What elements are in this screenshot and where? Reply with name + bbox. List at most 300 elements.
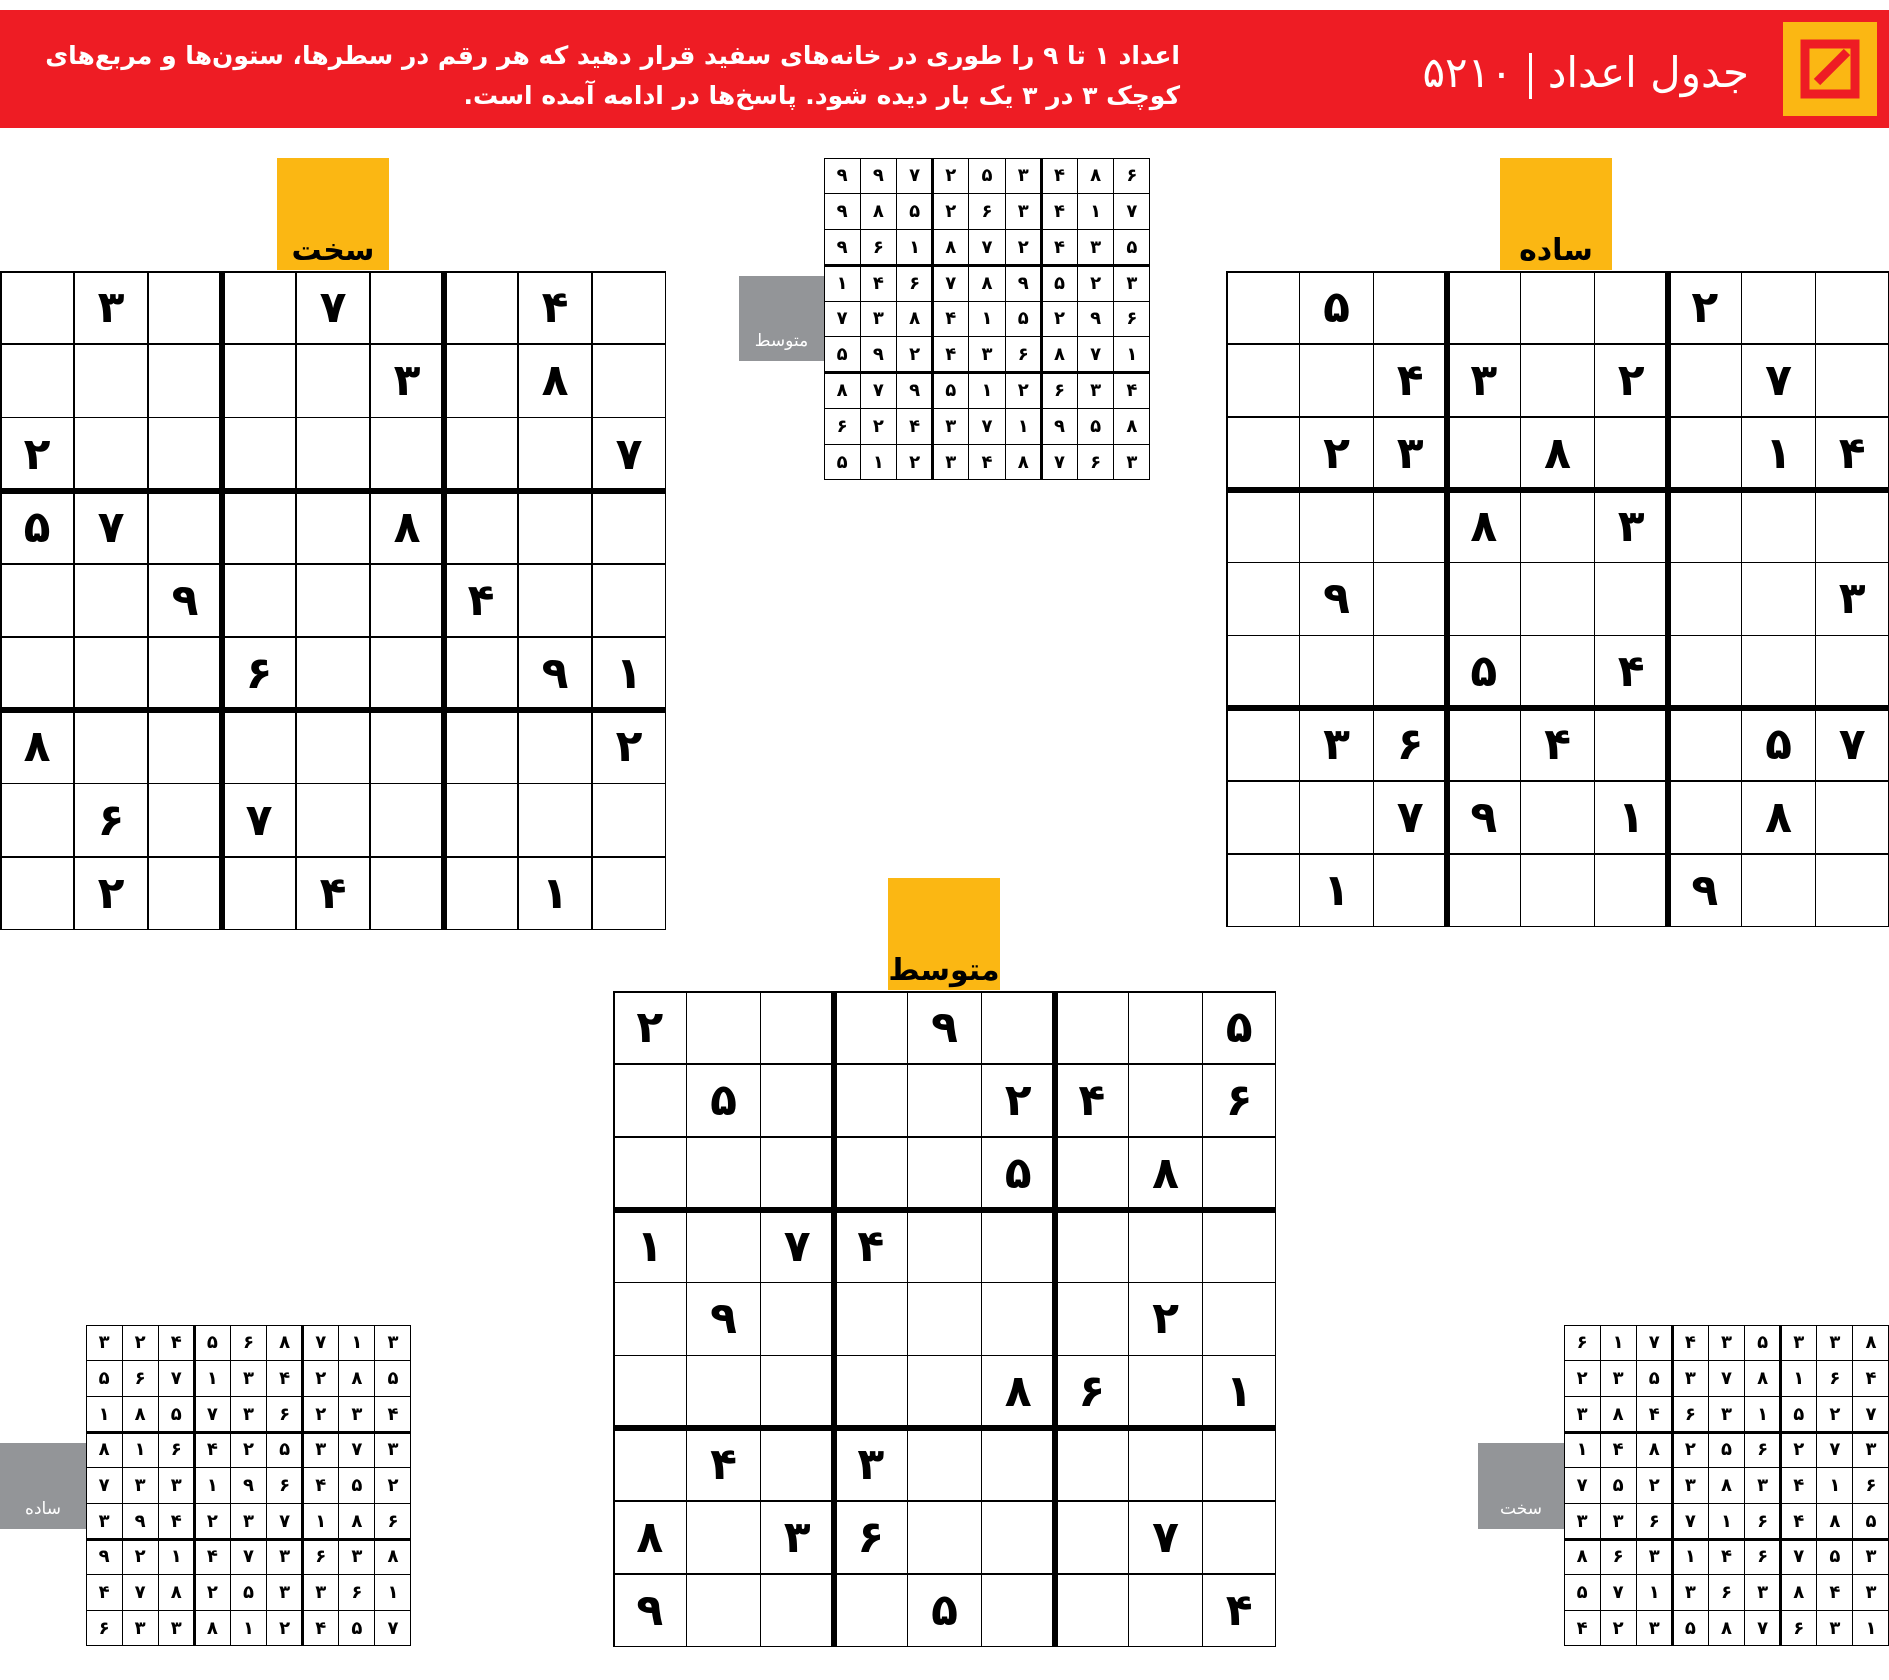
- grid-line-vertical: [931, 158, 934, 480]
- grid-line-horizontal: [613, 1282, 1276, 1284]
- puzzle-cell[interactable]: [444, 857, 518, 930]
- puzzle-cell[interactable]: ۷: [1838, 719, 1866, 771]
- puzzle-cell[interactable]: [1373, 490, 1447, 563]
- puzzle-cell[interactable]: [1447, 854, 1521, 927]
- puzzle-cell[interactable]: [74, 417, 148, 490]
- puzzle-cell[interactable]: [1742, 854, 1816, 927]
- solution-cell: ۲: [1793, 1439, 1805, 1461]
- puzzle-cell[interactable]: ۴: [1225, 1585, 1253, 1637]
- puzzle-cell[interactable]: [1055, 1501, 1129, 1574]
- puzzle-cell[interactable]: [908, 1355, 982, 1428]
- puzzle-cell[interactable]: ۹: [1323, 573, 1350, 625]
- puzzle-cell[interactable]: [1668, 635, 1742, 708]
- solution-cell: ۳: [1865, 1581, 1877, 1603]
- puzzle-cell[interactable]: ۲: [1004, 1074, 1032, 1126]
- puzzle-cell[interactable]: [1226, 271, 1300, 344]
- puzzle-cell[interactable]: [148, 344, 222, 417]
- grid-line-vertical: [0, 271, 2, 930]
- puzzle-cell[interactable]: [1668, 563, 1742, 636]
- puzzle-cell[interactable]: ۴: [1396, 354, 1424, 406]
- puzzle-cell[interactable]: [1300, 490, 1374, 563]
- puzzle-cell[interactable]: [148, 637, 222, 710]
- puzzle-cell[interactable]: [981, 1574, 1055, 1647]
- puzzle-cell[interactable]: [1521, 344, 1595, 417]
- puzzle-cell[interactable]: [1226, 563, 1300, 636]
- puzzle-cell[interactable]: [1521, 490, 1595, 563]
- grid-line-horizontal: [1564, 1503, 1889, 1504]
- puzzle-cell[interactable]: [296, 491, 370, 564]
- puzzle-cell[interactable]: [1226, 854, 1300, 927]
- puzzle-cell[interactable]: ۲: [97, 867, 125, 919]
- puzzle-cell[interactable]: [1594, 563, 1668, 636]
- puzzle-cell[interactable]: ۷: [97, 501, 125, 553]
- puzzle-cell[interactable]: ۷: [245, 794, 273, 846]
- solution-cell: ۳: [1793, 1332, 1805, 1354]
- puzzle-cell[interactable]: [518, 784, 592, 857]
- puzzle-cell[interactable]: [1447, 417, 1521, 490]
- solution-cell: ۳: [1017, 201, 1029, 223]
- puzzle-cell[interactable]: [1202, 1283, 1276, 1356]
- solution-cell: ۶: [243, 1332, 254, 1354]
- puzzle-cell[interactable]: [370, 271, 444, 344]
- solution-cell: ۶: [1757, 1546, 1769, 1568]
- solution-cell: ۳: [1865, 1546, 1877, 1568]
- solution-cell: ۵: [1017, 308, 1029, 330]
- solution-cell: ۳: [1757, 1581, 1769, 1603]
- puzzle-cell[interactable]: ۹: [1691, 865, 1719, 917]
- puzzle-cell[interactable]: [1055, 991, 1129, 1064]
- puzzle-cell[interactable]: ۸: [1765, 792, 1792, 844]
- solution-cell: ۵: [279, 1439, 291, 1461]
- puzzle-cell[interactable]: [74, 710, 148, 783]
- puzzle-cell[interactable]: [908, 1428, 982, 1501]
- solution-cell: ۳: [1612, 1510, 1624, 1532]
- solution-cell: ۲: [315, 1367, 327, 1389]
- puzzle-cell[interactable]: ۷: [615, 428, 643, 480]
- puzzle-cell[interactable]: [1668, 344, 1742, 417]
- solution-cell: ۹: [134, 1510, 146, 1532]
- grid-line-vertical: [295, 271, 297, 930]
- puzzle-cell[interactable]: ۶: [245, 648, 273, 700]
- solution-cell: ۵: [1126, 236, 1138, 258]
- puzzle-cell[interactable]: ۳: [1470, 354, 1498, 406]
- puzzle-cell[interactable]: [1226, 417, 1300, 490]
- puzzle-cell[interactable]: [1055, 1137, 1129, 1210]
- puzzle-cell[interactable]: ۵: [1225, 1001, 1253, 1053]
- solution-cell: ۷: [315, 1332, 327, 1354]
- puzzle-cell[interactable]: [981, 991, 1055, 1064]
- puzzle-cell[interactable]: ۵: [1004, 1147, 1032, 1199]
- puzzle-cell[interactable]: [1055, 1428, 1129, 1501]
- puzzle-cell[interactable]: ۱: [636, 1220, 664, 1272]
- puzzle-cell[interactable]: [981, 1283, 1055, 1356]
- solution-cell: ۵: [1053, 272, 1065, 294]
- puzzle-cell[interactable]: ۸: [1470, 500, 1498, 552]
- puzzle-cell[interactable]: [592, 857, 666, 930]
- puzzle-cell[interactable]: [1226, 708, 1300, 781]
- puzzle-cell[interactable]: ۱: [1323, 865, 1350, 917]
- puzzle-cell[interactable]: [1815, 490, 1889, 563]
- solution-cell: ۲: [206, 1581, 218, 1603]
- puzzle-cell[interactable]: ۱: [1765, 427, 1792, 479]
- solution-cell: ۴: [170, 1332, 182, 1354]
- grid-line-horizontal: [0, 488, 666, 494]
- solution-cell: ۳: [945, 415, 957, 437]
- puzzle-cell[interactable]: [908, 1064, 982, 1137]
- solution-cell: ۳: [1721, 1332, 1732, 1354]
- puzzle-cell[interactable]: ۲: [636, 1001, 664, 1053]
- puzzle-cell[interactable]: [760, 1355, 834, 1428]
- puzzle-cell[interactable]: [1300, 344, 1374, 417]
- puzzle-cell[interactable]: [1129, 991, 1203, 1064]
- puzzle-cell[interactable]: [687, 1137, 761, 1210]
- solution-cell: ۱: [1757, 1403, 1769, 1425]
- grid-line-vertical: [1594, 271, 1596, 927]
- puzzle-cell[interactable]: [1129, 1210, 1203, 1283]
- puzzle-cell[interactable]: [687, 1501, 761, 1574]
- puzzle-cell[interactable]: [296, 710, 370, 783]
- puzzle-cell[interactable]: [1742, 635, 1816, 708]
- puzzle-cell[interactable]: ۴: [541, 282, 569, 334]
- puzzle-cell[interactable]: [1521, 271, 1595, 344]
- puzzle-cell[interactable]: [1447, 708, 1521, 781]
- puzzle-cell[interactable]: [518, 491, 592, 564]
- puzzle-cell[interactable]: [148, 491, 222, 564]
- puzzle-cell[interactable]: ۹: [1470, 792, 1498, 844]
- puzzle-cell[interactable]: ۵: [1470, 646, 1498, 698]
- puzzle-cell[interactable]: [1742, 490, 1816, 563]
- solution-cell: ۱: [1090, 201, 1102, 223]
- puzzle-cell[interactable]: [1202, 1428, 1276, 1501]
- puzzle-cell[interactable]: ۴: [1544, 719, 1571, 771]
- puzzle-cell[interactable]: [908, 1501, 982, 1574]
- puzzle-cell[interactable]: [687, 1574, 761, 1647]
- puzzle-cell[interactable]: [1594, 854, 1668, 927]
- puzzle-cell[interactable]: [1742, 563, 1816, 636]
- puzzle-cell[interactable]: [370, 857, 444, 930]
- puzzle-cell[interactable]: ۵: [931, 1585, 958, 1637]
- puzzle-cell[interactable]: ۷: [1765, 354, 1792, 406]
- puzzle-cell[interactable]: [908, 1283, 982, 1356]
- puzzle-cell[interactable]: ۵: [710, 1074, 737, 1126]
- puzzle-cell[interactable]: [760, 1064, 834, 1137]
- solution-cell: ۹: [1017, 272, 1029, 294]
- puzzle-cell[interactable]: [834, 1355, 908, 1428]
- puzzle-cell[interactable]: [908, 1210, 982, 1283]
- grid-line-vertical: [1299, 271, 1301, 927]
- puzzle-cell[interactable]: ۱: [615, 648, 643, 700]
- puzzle-cell[interactable]: [1226, 781, 1300, 854]
- puzzle-cell[interactable]: ۳: [1323, 719, 1350, 771]
- puzzle-cell[interactable]: [296, 637, 370, 710]
- puzzle-cell[interactable]: [1815, 781, 1889, 854]
- puzzle-cell[interactable]: ۳: [1838, 573, 1866, 625]
- puzzle-cell[interactable]: [981, 1501, 1055, 1574]
- puzzle-cell[interactable]: [1668, 490, 1742, 563]
- puzzle-cell[interactable]: [1815, 271, 1889, 344]
- solution-cell: ۸: [170, 1581, 182, 1603]
- puzzle-cell[interactable]: ۴: [319, 867, 347, 919]
- puzzle-cell[interactable]: [74, 344, 148, 417]
- puzzle-cell[interactable]: [1129, 1574, 1203, 1647]
- puzzle-cell[interactable]: [687, 1210, 761, 1283]
- puzzle-cell[interactable]: [296, 564, 370, 637]
- puzzle-cell[interactable]: [981, 1428, 1055, 1501]
- puzzle-cell[interactable]: [1055, 1574, 1129, 1647]
- solution-cell: ۷: [1648, 1332, 1660, 1354]
- puzzle-cell[interactable]: [613, 1355, 687, 1428]
- label-easy: ساده: [1500, 158, 1612, 270]
- puzzle-cell[interactable]: ۴: [710, 1439, 737, 1491]
- puzzle-cell[interactable]: ۲: [1323, 427, 1350, 479]
- puzzle-cell[interactable]: [222, 857, 296, 930]
- puzzle-cell[interactable]: [834, 991, 908, 1064]
- puzzle-cell[interactable]: ۹: [171, 574, 199, 626]
- puzzle-cell[interactable]: [1521, 854, 1595, 927]
- puzzle-cell[interactable]: [613, 1064, 687, 1137]
- puzzle-cell[interactable]: [1521, 635, 1595, 708]
- puzzle-cell[interactable]: [592, 564, 666, 637]
- puzzle-cell[interactable]: [1521, 781, 1595, 854]
- solution-cell: ۶: [872, 236, 884, 258]
- puzzle-cell[interactable]: [760, 1428, 834, 1501]
- puzzle-cell[interactable]: ۳: [783, 1512, 811, 1564]
- puzzle-cell[interactable]: ۱: [1617, 792, 1645, 844]
- solution-cell: ۲: [134, 1332, 146, 1354]
- puzzle-cell[interactable]: ۶: [1225, 1074, 1253, 1126]
- puzzle-cell[interactable]: [518, 417, 592, 490]
- puzzle-cell[interactable]: ۸: [1152, 1147, 1179, 1199]
- puzzle-cell[interactable]: ۸: [1544, 427, 1571, 479]
- puzzle-cell[interactable]: [1226, 490, 1300, 563]
- sudoku-grid-hard: [0, 271, 666, 930]
- puzzle-cell[interactable]: ۴: [857, 1220, 885, 1272]
- puzzle-cell[interactable]: [222, 344, 296, 417]
- puzzle-cell[interactable]: ۱: [1225, 1366, 1253, 1418]
- puzzle-cell[interactable]: [1668, 417, 1742, 490]
- puzzle-cell[interactable]: ۸: [393, 501, 421, 553]
- puzzle-cell[interactable]: [296, 417, 370, 490]
- puzzle-cell[interactable]: ۷: [319, 282, 347, 334]
- solution-cell: ۸: [351, 1510, 363, 1532]
- puzzle-cell[interactable]: ۸: [636, 1512, 664, 1564]
- puzzle-cell[interactable]: ۳: [1617, 500, 1645, 552]
- puzzle-cell[interactable]: [687, 1355, 761, 1428]
- puzzle-cell[interactable]: ۸: [541, 355, 569, 407]
- puzzle-cell[interactable]: [760, 1137, 834, 1210]
- puzzle-cell[interactable]: [1226, 344, 1300, 417]
- puzzle-cell[interactable]: [148, 417, 222, 490]
- puzzle-cell[interactable]: [148, 271, 222, 344]
- puzzle-cell[interactable]: [370, 710, 444, 783]
- puzzle-cell[interactable]: [592, 271, 666, 344]
- puzzle-cell[interactable]: [370, 637, 444, 710]
- puzzle-cell[interactable]: [760, 991, 834, 1064]
- puzzle-cell[interactable]: ۷: [783, 1220, 811, 1272]
- puzzle-cell[interactable]: [1594, 417, 1668, 490]
- puzzle-cell[interactable]: ۹: [636, 1585, 664, 1637]
- puzzle-cell[interactable]: ۵: [23, 501, 51, 553]
- puzzle-cell[interactable]: [296, 784, 370, 857]
- solution-cell: ۷: [945, 272, 957, 294]
- puzzle-cell[interactable]: ۶: [857, 1512, 885, 1564]
- puzzle-cell[interactable]: ۶: [97, 794, 125, 846]
- puzzle-cell[interactable]: [74, 637, 148, 710]
- puzzle-cell[interactable]: [1300, 635, 1374, 708]
- puzzle-cell[interactable]: ۱: [541, 867, 569, 919]
- puzzle-cell[interactable]: [1202, 1210, 1276, 1283]
- solution-cell: ۵: [836, 451, 848, 473]
- puzzle-cell[interactable]: ۸: [1004, 1366, 1032, 1418]
- puzzle-cell[interactable]: ۷: [1396, 792, 1424, 844]
- grid-line-horizontal: [86, 1360, 411, 1361]
- puzzle-cell[interactable]: ۹: [931, 1001, 958, 1053]
- puzzle-cell[interactable]: [0, 271, 74, 344]
- puzzle-cell[interactable]: [1373, 635, 1447, 708]
- puzzle-cell[interactable]: [74, 564, 148, 637]
- puzzle-cell[interactable]: ۶: [1078, 1366, 1106, 1418]
- solution-cell: ۵: [1721, 1439, 1732, 1461]
- puzzle-cell[interactable]: [1742, 271, 1816, 344]
- puzzle-cell[interactable]: [222, 564, 296, 637]
- puzzle-cell[interactable]: [1202, 1501, 1276, 1574]
- puzzle-cell[interactable]: [1300, 781, 1374, 854]
- puzzle-cell[interactable]: [518, 564, 592, 637]
- puzzle-cell[interactable]: [1226, 635, 1300, 708]
- puzzle-cell[interactable]: [613, 1428, 687, 1501]
- puzzle-cell[interactable]: [592, 491, 666, 564]
- puzzle-cell[interactable]: ۲: [1152, 1293, 1179, 1345]
- puzzle-cell[interactable]: ۵: [1323, 281, 1350, 333]
- puzzle-cell[interactable]: [1373, 271, 1447, 344]
- puzzle-cell[interactable]: [0, 784, 74, 857]
- puzzle-cell[interactable]: [222, 491, 296, 564]
- puzzle-cell[interactable]: [222, 417, 296, 490]
- puzzle-cell[interactable]: [444, 710, 518, 783]
- puzzle-cell[interactable]: [1447, 563, 1521, 636]
- puzzle-cell[interactable]: [444, 417, 518, 490]
- grid-line-horizontal: [613, 1355, 1276, 1357]
- puzzle-cell[interactable]: [908, 1137, 982, 1210]
- puzzle-cell[interactable]: [1055, 1283, 1129, 1356]
- solution-cell: ۴: [98, 1581, 110, 1603]
- solution-cell: ۴: [1126, 380, 1138, 402]
- puzzle-cell[interactable]: ۴: [1078, 1074, 1106, 1126]
- puzzle-cell[interactable]: ۲: [615, 721, 643, 773]
- puzzle-cell[interactable]: ۹: [541, 648, 569, 700]
- grid-line-horizontal: [1226, 635, 1889, 637]
- puzzle-cell[interactable]: [1055, 1210, 1129, 1283]
- puzzle-cell[interactable]: [834, 1283, 908, 1356]
- puzzle-cell[interactable]: [0, 564, 74, 637]
- puzzle-cell[interactable]: ۷: [1152, 1512, 1179, 1564]
- solution-cell: ۸: [351, 1367, 363, 1389]
- grid-line-vertical: [1671, 1325, 1674, 1646]
- puzzle-cell[interactable]: [760, 1574, 834, 1647]
- puzzle-cell[interactable]: [148, 784, 222, 857]
- puzzle-cell[interactable]: [687, 991, 761, 1064]
- puzzle-cell[interactable]: ۹: [710, 1293, 737, 1345]
- solution-cell: ۱: [1684, 1546, 1696, 1568]
- puzzle-cell[interactable]: [1668, 781, 1742, 854]
- grid-line-vertical: [1779, 1325, 1782, 1646]
- puzzle-cell[interactable]: ۴: [1838, 427, 1866, 479]
- puzzle-cell[interactable]: ۴: [467, 574, 495, 626]
- puzzle-cell[interactable]: ۲: [1691, 281, 1719, 333]
- grid-line-horizontal: [86, 1325, 411, 1326]
- puzzle-cell[interactable]: [370, 784, 444, 857]
- puzzle-cell[interactable]: [834, 1137, 908, 1210]
- puzzle-cell[interactable]: ۳: [1396, 427, 1424, 479]
- puzzle-cell[interactable]: [0, 344, 74, 417]
- puzzle-cell[interactable]: [1594, 708, 1668, 781]
- puzzle-cell[interactable]: [613, 1283, 687, 1356]
- puzzle-cell[interactable]: [1202, 1137, 1276, 1210]
- puzzle-cell[interactable]: [1594, 271, 1668, 344]
- puzzle-cell[interactable]: [1668, 708, 1742, 781]
- puzzle-cell[interactable]: [834, 1064, 908, 1137]
- puzzle-cell[interactable]: ۴: [1617, 646, 1645, 698]
- puzzle-cell[interactable]: [1815, 344, 1889, 417]
- puzzle-cell[interactable]: [518, 710, 592, 783]
- puzzle-cell[interactable]: [1373, 854, 1447, 927]
- puzzle-cell[interactable]: [148, 857, 222, 930]
- puzzle-cell[interactable]: [222, 710, 296, 783]
- puzzle-cell[interactable]: [592, 344, 666, 417]
- puzzle-cell[interactable]: [592, 784, 666, 857]
- puzzle-cell[interactable]: ۲: [23, 428, 51, 480]
- puzzle-cell[interactable]: ۳: [393, 355, 421, 407]
- puzzle-cell[interactable]: [1373, 563, 1447, 636]
- puzzle-cell[interactable]: ۸: [23, 721, 51, 773]
- puzzle-cell[interactable]: [1521, 563, 1595, 636]
- puzzle-cell[interactable]: [0, 857, 74, 930]
- puzzle-cell[interactable]: [1129, 1064, 1203, 1137]
- puzzle-cell[interactable]: [444, 271, 518, 344]
- puzzle-cell[interactable]: [1815, 854, 1889, 927]
- puzzle-cell[interactable]: ۲: [1617, 354, 1645, 406]
- puzzle-cell[interactable]: [370, 564, 444, 637]
- puzzle-cell[interactable]: [370, 417, 444, 490]
- puzzle-cell[interactable]: [0, 637, 74, 710]
- solution-cell: ۸: [1126, 415, 1138, 437]
- puzzle-cell[interactable]: ۶: [1396, 719, 1424, 771]
- puzzle-cell[interactable]: [760, 1283, 834, 1356]
- puzzle-cell[interactable]: [222, 271, 296, 344]
- puzzle-cell[interactable]: [296, 344, 370, 417]
- puzzle-cell[interactable]: [1815, 635, 1889, 708]
- solution-cell: ۸: [1757, 1367, 1769, 1389]
- puzzle-cell[interactable]: [444, 637, 518, 710]
- puzzle-cell[interactable]: [148, 710, 222, 783]
- puzzle-cell[interactable]: [1129, 1428, 1203, 1501]
- puzzle-cell[interactable]: [1129, 1355, 1203, 1428]
- puzzle-cell[interactable]: [613, 1137, 687, 1210]
- solution-cell: ۲: [206, 1510, 218, 1532]
- grid-line-horizontal: [1226, 780, 1889, 782]
- puzzle-cell[interactable]: [981, 1210, 1055, 1283]
- puzzle-cell[interactable]: [444, 784, 518, 857]
- solution-cell: ۳: [1865, 1439, 1877, 1461]
- puzzle-cell[interactable]: [444, 491, 518, 564]
- solution-cell: ۲: [387, 1474, 399, 1496]
- puzzle-cell[interactable]: ۳: [97, 282, 125, 334]
- puzzle-cell[interactable]: ۳: [857, 1439, 885, 1491]
- puzzle-cell[interactable]: ۵: [1765, 719, 1792, 771]
- puzzle-cell[interactable]: [444, 344, 518, 417]
- puzzle-cell[interactable]: [1447, 271, 1521, 344]
- puzzle-cell[interactable]: [834, 1574, 908, 1647]
